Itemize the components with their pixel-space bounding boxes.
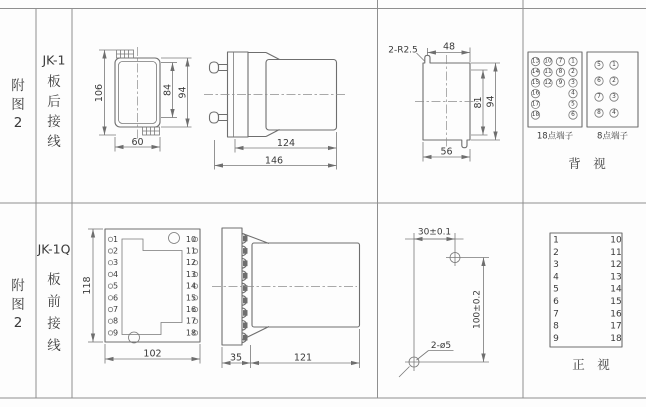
terminal-pin-number: 18 [531, 112, 540, 118]
table-number: 16 [610, 309, 622, 320]
terminal-number: 10 [185, 234, 197, 244]
terminal-pin-number: 17 [531, 101, 540, 108]
dim-60 [115, 137, 160, 152]
figure-appendix-label-bottom [11, 278, 25, 331]
table-number: 9 [553, 333, 559, 344]
terminal-pin-number: 7 [558, 58, 563, 65]
terminal8-label: 8点端子 [597, 131, 628, 142]
table-number: 15 [610, 297, 622, 307]
mounting-hole-bottom [129, 332, 140, 343]
terminal-pin-number: 9 [558, 79, 563, 86]
table-number: 13 [610, 272, 622, 283]
terminal-number: 17 [185, 316, 197, 326]
terminal-number: 8 [112, 316, 119, 326]
terminal18-pins [531, 57, 577, 119]
fig-front-view-jk1q [82, 229, 200, 364]
fig-side-view-jk1q [212, 228, 360, 368]
dim-100 [473, 258, 484, 363]
table-number: 5 [553, 284, 559, 295]
fig-drill-pattern [399, 228, 489, 378]
dim-value: 146 [264, 155, 284, 167]
wiring-char: 板 [47, 272, 61, 288]
dim-value: 60 [131, 137, 144, 148]
terminal-pin-number: 5 [597, 62, 601, 68]
model-label: JK-1 [42, 52, 66, 68]
fig-front-table [550, 233, 622, 372]
terminal-bump-contact [243, 261, 248, 267]
terminal-number: 9 [112, 328, 119, 338]
terminal-pin-number: 3 [571, 79, 575, 86]
table-number: 6 [553, 297, 559, 307]
dim-value: 2-ø5 [430, 341, 452, 351]
terminal-pin-number: 1 [571, 58, 575, 65]
row-bottom [11, 228, 622, 378]
wiring-char: 前 [47, 294, 61, 310]
front-view-label: 正 视 [572, 357, 610, 372]
fig-panel-cutout [388, 42, 500, 162]
terminal-bump-contact [243, 248, 248, 254]
wiring-char: 板 [47, 74, 61, 90]
terminal-bump-contact [243, 298, 248, 304]
terminal-pin-number: 6 [571, 112, 575, 118]
wiring-char: 接 [47, 114, 61, 130]
dim-118 [82, 229, 103, 342]
terminal-bump-contact [243, 310, 248, 316]
relay-body [252, 243, 360, 327]
wiring-char: 接 [47, 316, 61, 332]
terminal-bumps [242, 234, 248, 343]
table-number: 1 [553, 235, 559, 246]
appendix-char: 图 [11, 97, 25, 113]
dim-value: 102 [143, 348, 162, 360]
table-number: 11 [610, 247, 622, 258]
terminal-number: 12 [185, 258, 197, 268]
dim-value: 56 [440, 146, 453, 158]
dim-value: 35 [229, 352, 243, 364]
dim-value: 84 [162, 83, 174, 97]
inner-plate-outline [122, 239, 182, 335]
right-terminal-column [186, 235, 198, 338]
dim-value: 100±0.2 [472, 289, 483, 330]
terminal-screw-top [210, 62, 228, 73]
terminal8-pins [595, 61, 618, 117]
dim-value: 94 [177, 86, 189, 99]
terminal18-label: 18点端子 [536, 131, 574, 142]
terminal-number: 2 [112, 246, 119, 256]
terminal-number: 15 [185, 293, 197, 303]
terminal-number: 6 [112, 293, 119, 303]
terminal-pin-number: 11 [544, 69, 552, 76]
appendix-char: 图 [11, 297, 25, 313]
terminal-pin-number: 8 [558, 69, 563, 76]
terminal-pin-number: 8 [597, 110, 601, 116]
wiring-char: 后 [47, 94, 61, 110]
terminal-number: 1 [112, 234, 119, 244]
wiring-char: 线 [47, 134, 61, 150]
terminal-pin-number: 5 [571, 101, 575, 108]
appendix-char: 2 [13, 315, 23, 331]
model-label: JK-1Q [37, 241, 71, 257]
dim-value: 2-R2.5 [388, 45, 418, 56]
table-right-column [610, 236, 622, 344]
terminal-pin-number: 16 [531, 90, 540, 97]
dim-121 [251, 329, 360, 368]
mounting-hole-top [169, 233, 180, 244]
terminal-pin-number: 2 [612, 78, 616, 84]
terminal-pin-number: 2 [571, 69, 575, 76]
terminal-pin-number: 13 [531, 58, 540, 65]
terminal-pin-number: 15 [531, 79, 540, 86]
back-view-label: 背 视 [568, 156, 606, 171]
row-top [11, 42, 638, 172]
dim-value: 118 [82, 276, 93, 295]
dim-84 [161, 63, 177, 118]
dim-124 [235, 132, 337, 170]
mounting-tab-bottom [143, 127, 160, 135]
terminal-pin-number: 4 [571, 90, 575, 97]
dim-value: 48 [442, 41, 456, 53]
dim-value: 94 [485, 95, 497, 108]
dim-146 [215, 140, 337, 170]
model-wiring-label-top [41, 53, 65, 151]
terminal-pin-number: 10 [544, 58, 552, 65]
table-number: 17 [610, 321, 622, 332]
dim-value: 106 [94, 83, 105, 103]
left-terminal-column [108, 235, 118, 338]
terminal-pin-number: 4 [612, 110, 616, 116]
table-number: 10 [610, 235, 622, 246]
terminal-number: 14 [185, 281, 197, 291]
terminal-number: 4 [112, 269, 119, 279]
table-number: 14 [610, 284, 622, 295]
table-number: 18 [610, 333, 622, 344]
dim-value: 81 [473, 96, 484, 109]
terminal-number: 11 [185, 246, 197, 256]
table-number: 3 [553, 260, 559, 271]
appendix-char: 附 [11, 78, 25, 94]
dim-48 [427, 42, 470, 63]
dim-106 [94, 50, 116, 135]
dim-value: 124 [276, 138, 296, 149]
terminal-pin-number: 7 [597, 94, 601, 100]
table-number: 7 [553, 309, 559, 320]
dim-35 [222, 345, 251, 368]
model-wiring-label-bottom [37, 242, 71, 355]
terminal-bump-contact [243, 285, 248, 291]
table-left-column [553, 236, 559, 344]
hole-callout [417, 341, 454, 360]
terminal-pin-number: 1 [612, 62, 616, 68]
terminal-bump-contact [243, 323, 248, 329]
terminal-number: 13 [185, 269, 197, 279]
terminal-bump-contact [243, 273, 248, 279]
wiring-char: 线 [47, 338, 61, 354]
dim-value: 121 [293, 352, 313, 364]
figure-appendix-label-top [11, 78, 25, 131]
table-number: 2 [553, 247, 559, 258]
dim-102 [105, 344, 200, 364]
appendix-char: 附 [11, 278, 25, 294]
terminal-number: 5 [112, 281, 119, 291]
fig-back-view [528, 52, 638, 171]
terminal-number: 3 [112, 258, 119, 268]
table-number: 4 [553, 272, 559, 283]
dim-value: 30±0.1 [417, 227, 452, 238]
terminal-pin-number: 14 [531, 69, 540, 76]
terminal-number: 7 [112, 305, 119, 314]
table-number: 8 [553, 321, 559, 332]
terminal-pin-number: 12 [544, 79, 552, 86]
terminal-bump-contact [243, 236, 248, 242]
fig-front-view-jk1 [94, 47, 192, 152]
slot-callout [388, 46, 424, 62]
mounting-tab-top [117, 50, 134, 58]
terminal-pin-number: 6 [597, 78, 601, 84]
fig-side-view-jk1 [204, 52, 346, 170]
terminal-screw-bottom [210, 112, 228, 123]
table-number: 12 [610, 260, 622, 271]
terminal-pin-number: 3 [612, 94, 616, 100]
appendix-char: 2 [13, 115, 23, 131]
terminal-number: 16 [185, 305, 197, 314]
terminal-number: 18 [185, 328, 197, 338]
